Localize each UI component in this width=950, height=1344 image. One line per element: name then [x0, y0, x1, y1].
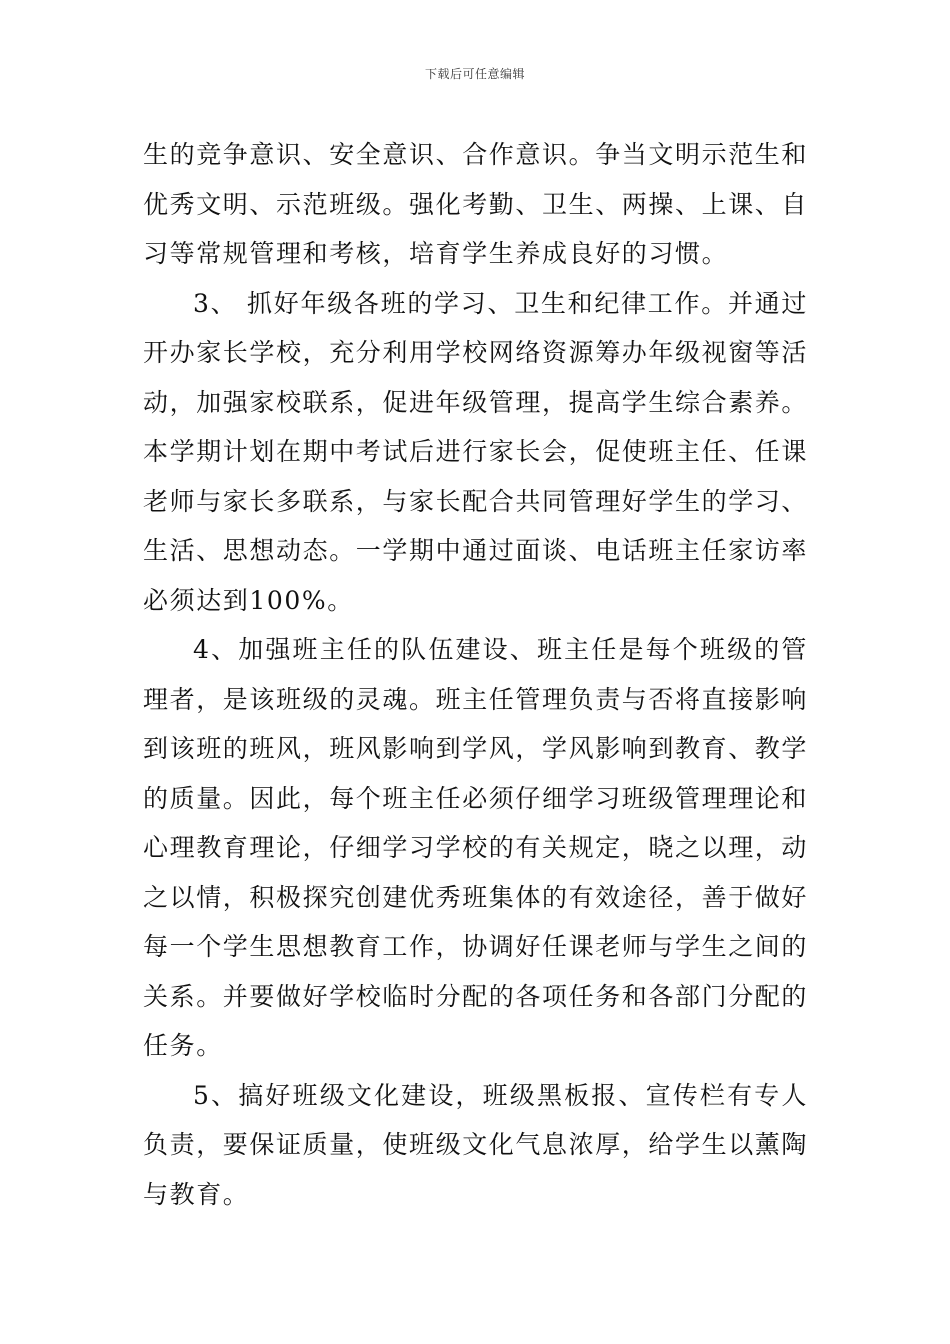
paragraph-item-3: 3、 抓好年级各班的学习、卫生和纪律工作。并通过开办家长学校，充分利用学校网络资源筹办年级视窗等活动，加强家校联系，促进年级管理，提高学生综合素养。本学期计划在期中考试后进行家长会，促使班主任、任课老师与家长多联系，与家长配合共同管理好学生的学习、生活、思想动态。一学期中通过面谈、电话班主任家访率必须达到100%。: [143, 288, 809, 615]
paragraph-item-4: 4、加强班主任的队伍建设、班主任是每个班级的管理者，是该班级的灵魂。班主任管理负责与否将直接影响到该班的班风，班风影响到学风，学风影响到教育、教学的质量。因此，每个班主任必须仔细学习班级管理理论和心理教育理论，仔细学习学校的有关规定，晓之以理，动之以情，积极探究创建优秀班集体的有效途径，善于做好每一个学生思想教育工作，协调好任课老师与学生之间的关系。并要做好学校临时分配的各项任务和各部门分配的任务。: [143, 635, 809, 1060]
page-header: 下载后可任意编辑: [424, 67, 525, 81]
paragraph-item-5: 5、搞好班级文化建设，班级黑板报、宣传栏有专人负责，要保证质量，使班级文化气息浓厚，给学生以薰陶与教育。: [143, 1080, 809, 1209]
paragraph-continuation: 生的竞争意识、安全意识、合作意识。争当文明示范生和优秀文明、示范班级。强化考勤、卫生、两操、上课、自习等常规管理和考核，培育学生养成良好的习惯。: [143, 140, 809, 268]
document-body: [143, 130, 808, 1219]
